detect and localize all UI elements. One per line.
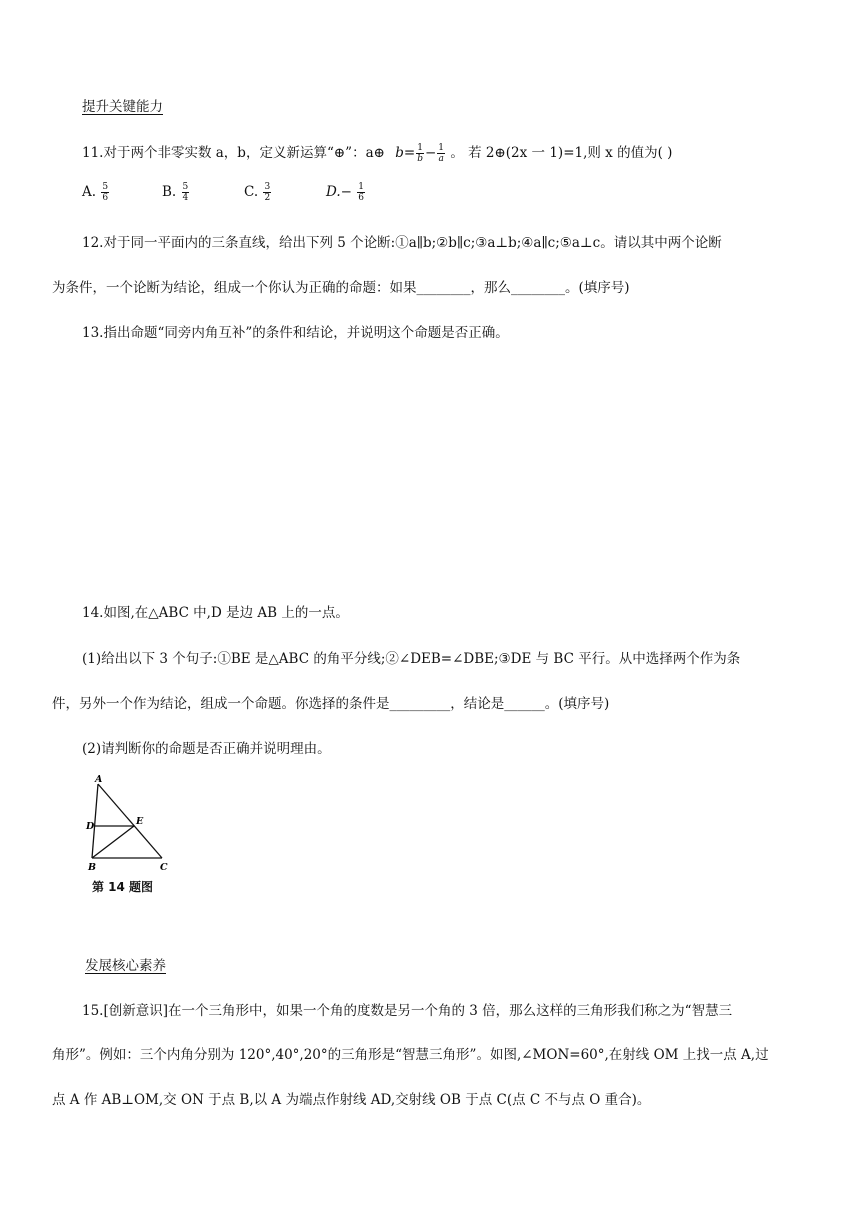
question-12-line-2: 为条件，一个论断为结论，组成一个你认为正确的命题：如果________，那么________。(填序号) — [52, 280, 630, 296]
figure-caption: 第 14 题图 — [92, 880, 154, 894]
question-14-part-1-line-1: (1)给出以下 3 个句子:①BE 是△ABC 的角平分线;②∠DEB=∠DBE;③DE 与 BC 平行。从中选择两个作为条 — [82, 651, 741, 667]
q11-option-c: C. $\frac{3}{2}$ — [244, 182, 271, 203]
section-title-core-literacy: 发展核心素养 — [85, 958, 166, 974]
triangle-figure — [80, 772, 180, 876]
q11-option-a: A. $\frac{5}{6}$ — [82, 182, 109, 203]
label-d: D — [86, 821, 95, 832]
question-14-stem: 14.如图,在△ABC 中,D 是边 AB 上的一点。 — [82, 605, 349, 621]
question-15-line-1: 15.[创新意识]在一个三角形中，如果一个角的度数是另一个角的 3 倍，那么这样的三角形我们称之为“智慧三 — [82, 1003, 733, 1019]
question-13: 13.指出命题“同旁内角互补”的条件和结论，并说明这个命题是否正确。 — [82, 325, 509, 341]
question-15-line-3: 点 A 作 AB⊥OM,交 ON 于点 B,以 A 为端点作射线 AD,交射线 OB 于点 C(点 C 不与点 O 重合)。 — [52, 1092, 651, 1108]
label-a: A — [95, 774, 103, 785]
q11-fraction-1-over-a: $\frac{1}{a}$ — [438, 143, 445, 164]
q11-minus: − — [424, 145, 437, 161]
section-title-key-ability: 提升关键能力 — [82, 99, 163, 115]
q11-prefix: 11.对于两个非零实数 a，b，定义新运算“⊕”：a⊕ — [82, 145, 385, 161]
question-12-line-1: 12.对于同一平面内的三条直线，给出下列 5 个论断:①a∥b;②b∥c;③a⊥b;④a∥c;⑤a⊥c。请以其中两个论断 — [82, 235, 722, 251]
q11-option-d: D.− $\frac{1}{6}$ — [326, 182, 364, 203]
q11-fraction-1-over-b: $\frac{1}{b}$ — [417, 143, 423, 164]
q11-suffix: 。 若 2⊕(2x 一 1)=1,则 x 的值为( ) — [450, 145, 673, 161]
question-11-stem — [82, 141, 672, 164]
question-14-part-1-line-2: 件，另外一个作为结论，组成一个命题。你选择的条件是_________，结论是______。(填序号) — [52, 696, 610, 712]
label-c: C — [160, 862, 168, 873]
segment-be — [92, 826, 134, 858]
label-b: B — [88, 862, 97, 873]
q11-option-b: B. $\frac{5}{4}$ — [162, 182, 189, 203]
question-15-line-2: 角形”。例如：三个内角分别为 120°,40°,20°的三角形是“智慧三角形”。如图,∠MON=60°,在射线 OM 上找一点 A,过 — [52, 1047, 769, 1063]
question-14-part-2: (2)请判断你的命题是否正确并说明理由。 — [82, 741, 331, 757]
q11-equals: = — [403, 145, 416, 161]
q11-var-b: b — [395, 145, 404, 161]
label-e: E — [136, 816, 144, 827]
